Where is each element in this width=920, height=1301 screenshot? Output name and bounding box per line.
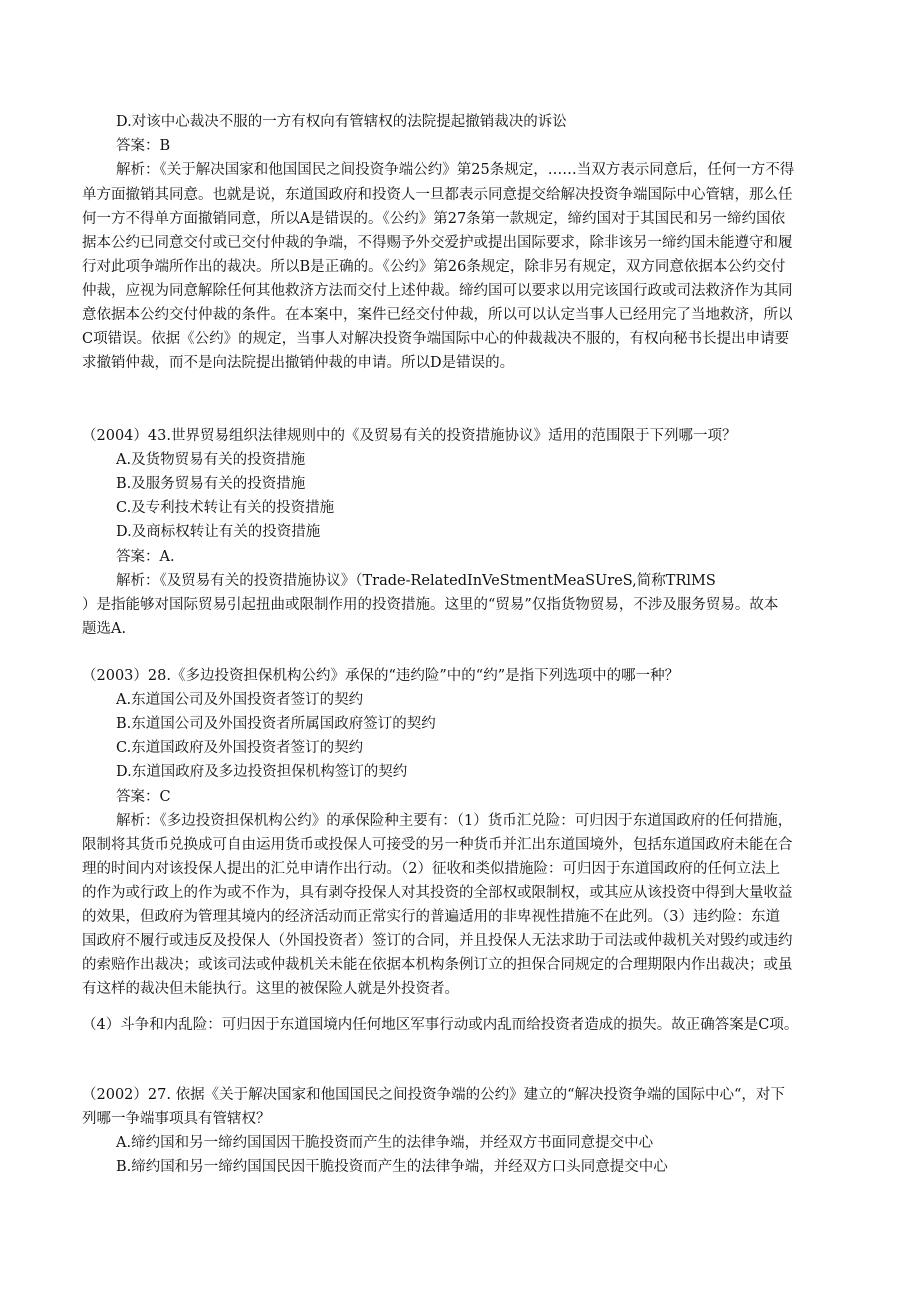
analysis-line: 何一方不得单方面撤销同意，所以A是错误的。《公约》第27条第一款规定，缔约国对于其国民和另一缔约国依 [82, 211, 786, 227]
analysis-line: 求撤销仲裁，而不是向法院提出撤销仲裁的申请。所以D是错误的。 [82, 355, 515, 371]
analysis-line: 仲裁，应视为同意解除任何其他救济方法而交付上述仲裁。缔约国可以要求以用完该国行政或司法救济作为其同 [82, 283, 793, 299]
answer: 答案：B [116, 138, 171, 154]
analysis-line: 据本公约已同意交付或已交付仲裁的争端，不得赐予外交爱护或提出国际要求，除非该另一缔约国未能遵守和履 [82, 235, 793, 251]
option-c: C.东道国政府及外国投资者签订的契约 [116, 740, 364, 756]
answer: 答案：C [116, 789, 171, 805]
option-a: A.东道国公司及外国投资者签订的契约 [116, 692, 364, 708]
answer: 答案：A. [116, 549, 175, 565]
question-2002: （2002）27. 依据《关于解决国家和他国国民之间投资争端的公约》建立的“解决投资争端的国际中心“，对下 [82, 1087, 785, 1103]
analysis-line: 题选A. [82, 621, 127, 637]
option-a: A.及货物贸易有关的投资措施 [116, 452, 306, 468]
analysis-line: 国政府不履行或违反及投保人（外国投资者）签订的合同，并且投保人无法求助于司法或仲裁机关对毁约或违约 [82, 933, 793, 949]
option-d: D.对该中心裁决不服的一方有权向有管辖权的法院提起撤销裁决的诉讼 [116, 114, 567, 130]
analysis-line: 理的时间内对该投保人提出的汇兑申请作出行动。（2）征收和类似措施险：可归因于东道国政府的任何立法上 [82, 861, 780, 877]
analysis-line: 解析：《多边投资担保机构公约》的承保险种主要有：（1）货币汇兑险：可归因于东道国政府的任何措施， [116, 813, 793, 829]
analysis-line: 意依据本公约交付仲裁的条件。在本案中，案件已经交付仲裁，所以可以认定当事人已经用完了当地救济，所以 [82, 307, 793, 323]
option-d: D.东道国政府及多边投资担保机构签订的契约 [116, 764, 408, 780]
option-a: A.缔约国和另一缔约国国因干脆投资而产生的法律争端，并经双方书面同意提交中心 [116, 1135, 654, 1151]
option-d: D.及商标权转让有关的投资措施 [116, 524, 321, 540]
option-b: B.东道国公司及外国投资者所属国政府签订的契约 [116, 716, 436, 732]
analysis-line: 限制将其货币兑换成可自由运用货币或投保人可接受的另一种货币并汇出东道国境外，包括东道国政府未能在合 [82, 837, 793, 853]
analysis-line: 单方面撤销其同意。也就是说，东道国政府和投资人一旦都表示同意提交给解决投资争端国际中心管辖，那么任 [82, 187, 793, 203]
analysis-line: 的效果，但政府为管理其境内的经济活动而正常实行的普遍适用的非卑视性措施不在此列。（3）违约险：东道 [82, 909, 780, 925]
analysis-line: 解析：《关于解决国家和他国国民之间投资争端公约》第25条规定，……当双方表示同意后，任何一方不得 [116, 162, 795, 178]
question-2004: （2004）43.世界贸易组织法律规则中的《及贸易有关的投资措施协议》适用的范围限于下列哪一项？ [82, 428, 737, 444]
analysis-line: 有这样的裁决但未能执行。这里的被保险人就是外投资者。 [82, 981, 459, 997]
analysis-line: 的索赔作出裁决；或该司法或仲裁机关未能在依据本机构条例订立的担保合同规定的合理期限内作出裁决；或虽 [82, 957, 793, 973]
option-b: B.缔约国和另一缔约国国民因干脆投资而产生的法律争端，并经双方口头同意提交中心 [116, 1159, 668, 1175]
analysis-line: 解析：《及贸易有关的投资措施协议》（Trade-RelatedInVeStmentMeaSUreS,简称TRlMS [116, 573, 716, 589]
option-b: B.及服务贸易有关的投资措施 [116, 476, 306, 492]
analysis-line: C项错误。依据《公约》的规定，当事人对解决投资争端国际中心的仲裁裁决不服的，有权向秘书长提出申请要 [82, 331, 790, 347]
analysis-line: 行对此项争端所作出的裁决。所以B是正确的。《公约》第26条规定，除非另有规定，双方同意依据本公约交付 [82, 259, 786, 275]
question-2003: （2003）28.《多边投资担保机构公约》承保的“违约险”中的“约”是指下列选项中的哪一种？ [82, 668, 680, 684]
analysis-line: 的作为或行政上的作为或不作为，具有剥夺投保人对其投资的全部权或限制权，或其应从该投资中得到大量收益 [82, 885, 793, 901]
question-2002-cont: 列哪一争端事项具有管辖权？ [82, 1111, 271, 1127]
analysis-tail: （4）斗争和内乱险：可归因于东道国境内任何地区军事行动或内乱而给投资者造成的损失。故正确答案是C项。 [82, 1017, 799, 1033]
analysis-line: ）是指能够对国际贸易引起扭曲或限制作用的投资措施。这里的“贸易”仅指货物贸易，不涉及服务贸易。故本 [82, 597, 779, 613]
option-c: C.及专利技术转让有关的投资措施 [116, 500, 335, 516]
